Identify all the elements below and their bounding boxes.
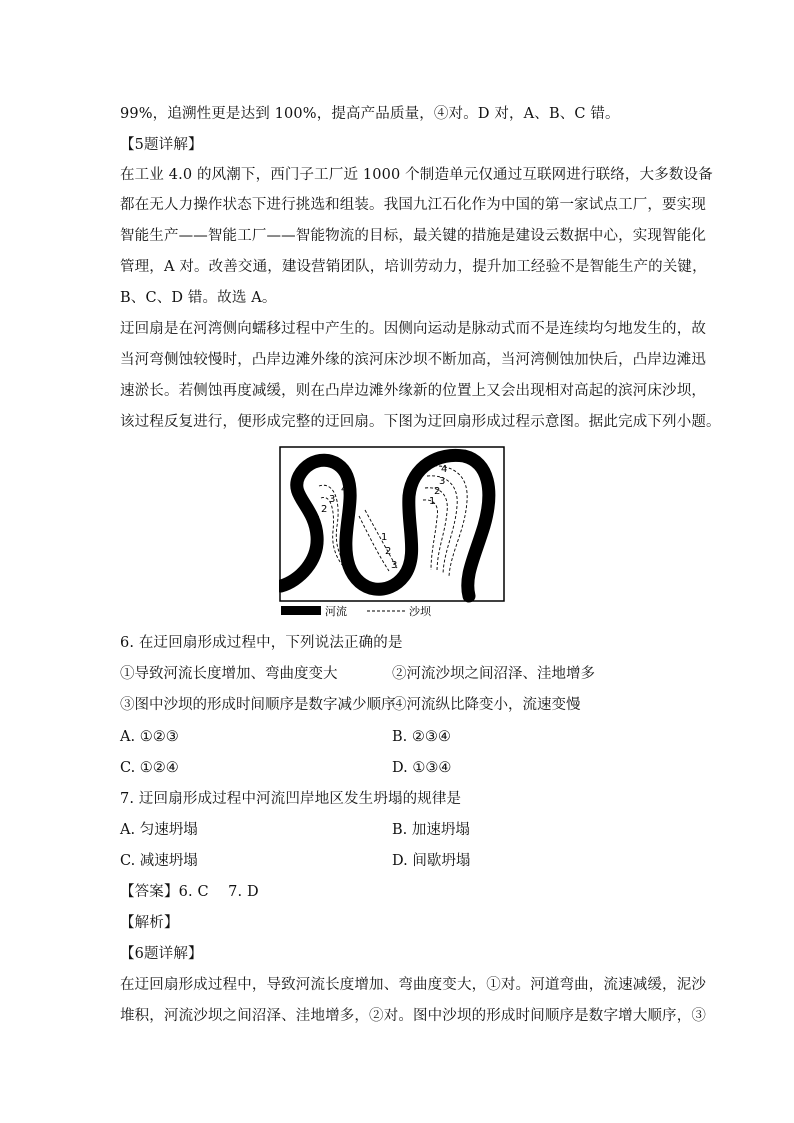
bar-label: 2 bbox=[385, 546, 392, 557]
option-B: B. 加速坍塌 bbox=[392, 822, 470, 838]
text-line: 堆积，河流沙坝之间沼泽、洼地增多，②对。图中沙坝的形成时间顺序是数字增大顺序，③ bbox=[120, 1008, 706, 1024]
bar-label: 1 bbox=[381, 532, 388, 543]
text-line: 迂回扇是在河湾侧向蠕移过程中产生的。因侧向运动是脉动式而不是连续均匀地发生的，故 bbox=[120, 321, 706, 337]
statement-3: ③图中沙坝的形成时间顺序是数字减少顺序 bbox=[120, 697, 396, 713]
bar-label: 4 bbox=[441, 464, 448, 475]
text-line: 该过程反复进行，便形成完整的迂回扇。下图为迂回扇形成过程示意图。据此完成下列小题。 bbox=[120, 414, 721, 430]
option-D: D. 间歇坍塌 bbox=[392, 853, 471, 869]
answer-line: 【答案】6. C 7. D bbox=[120, 884, 259, 900]
bar-label: 1 bbox=[315, 515, 322, 526]
legend-river-label: 河流 bbox=[325, 605, 347, 618]
section-heading-5: 【5题详解】 bbox=[120, 137, 203, 153]
legend-river-swatch bbox=[281, 606, 321, 615]
statement-4: ④河流纵比降变小，流速变慢 bbox=[392, 697, 581, 713]
text-line: 在迂回扇形成过程中，导致河流长度增加、弯曲度变大，①对。河道弯曲，流速减缓，泥沙 bbox=[120, 977, 706, 993]
text-line: 99%，追溯性更是达到 100%，提高产品质量，④对。D 对，A、B、C 错。 bbox=[120, 106, 620, 122]
section-heading-6: 【6题详解】 bbox=[120, 946, 203, 962]
text-line: 智能生产——智能工厂——智能物流的目标，最关键的措施是建设云数据中心，实现智能化 bbox=[120, 228, 706, 244]
bar-label: 4 bbox=[397, 572, 404, 583]
text-line: 都在无人力操作状态下进行挑选和组装。我国九江石化作为中国的第一家试点工厂，要实现 bbox=[120, 197, 706, 213]
option-A: A. ①②③ bbox=[120, 729, 179, 745]
bar-label: 3 bbox=[329, 494, 336, 505]
text-line: 当河弯侧蚀较慢时，凸岸边滩外缘的滨河床沙坝不断加高，当河湾侧蚀加快后，凸岸边滩迅 bbox=[120, 352, 706, 368]
bar-label: 2 bbox=[321, 504, 328, 515]
legend-bar-label: 沙坝 bbox=[409, 605, 431, 618]
option-C: C. ①②④ bbox=[120, 760, 179, 776]
text-line: 速淤长。若侧蚀再度减缓，则在凸岸边滩外缘新的位置上又会出现相对高起的滨河床沙坝， bbox=[120, 383, 706, 399]
text-line: 在工业 4.0 的风潮下，西门子工厂近 1000 个制造单元仅通过互联网进行联络，大多数设备 bbox=[120, 167, 713, 183]
statement-2: ②河流沙坝之间沼泽、洼地增多 bbox=[392, 666, 595, 682]
meander-scroll-diagram bbox=[279, 446, 505, 621]
bar-label: 1 bbox=[429, 496, 436, 507]
text-line: 管理，A 对。改善交通，建设营销团队，培训劳动力，提升加工经验不是智能生产的关键， bbox=[120, 259, 707, 275]
statement-1: ①导致河流长度增加、弯曲度变大 bbox=[120, 666, 338, 682]
bar-label: 3 bbox=[439, 476, 446, 487]
question-6-stem: 6. 在迂回扇形成过程中，下列说法正确的是 bbox=[120, 635, 403, 651]
option-D: D. ①③④ bbox=[392, 760, 452, 776]
question-7-stem: 7. 迂回扇形成过程中河流凹岸地区发生坍塌的规律是 bbox=[120, 791, 462, 807]
option-C: C. 减速坍塌 bbox=[120, 853, 198, 869]
bar-label: 2 bbox=[434, 486, 441, 497]
analysis-heading: 【解析】 bbox=[120, 915, 179, 931]
bar-label: 4 bbox=[341, 484, 348, 495]
bar-label: 3 bbox=[391, 560, 398, 571]
option-A: A. 匀速坍塌 bbox=[120, 822, 198, 838]
option-B: B. ②③④ bbox=[392, 729, 451, 745]
text-line: B、C、D 错。故选 A。 bbox=[120, 290, 277, 306]
